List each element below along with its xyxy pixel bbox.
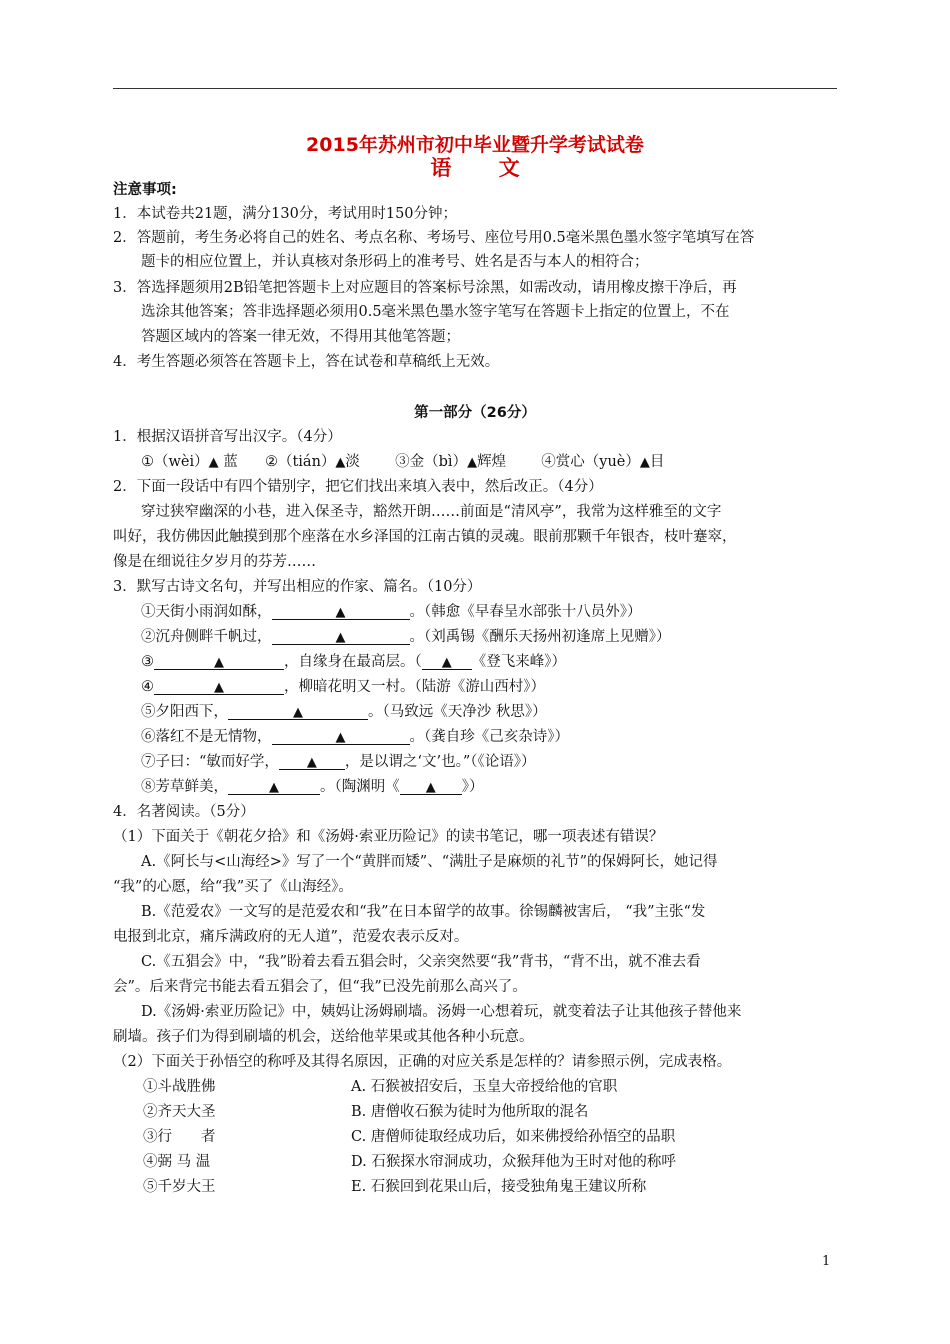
question-3-item-5: ⑤夕阳西下， ▲ 。（马致远《天净沙 秋思》） <box>141 704 547 720</box>
name-item: ①斗战胜佛 <box>143 1079 216 1095</box>
page-number: 1 <box>822 1254 831 1269</box>
question-3-item-6: ⑥落红不是无情物， ▲ 。（龚自珍《己亥杂诗》） <box>141 729 569 745</box>
question-3: 3．默写古诗文名句，并写出相应的作家、篇名。（10分） <box>113 579 482 595</box>
option-a-line-2: “我”的心愿，给“我”买了《山海经》。 <box>113 879 353 895</box>
option-d-line-1: D.《汤姆·索亚历险记》中，姨妈让汤姆刷墙。汤姆一心想着玩，就变着法子让其他孩子替他来 <box>141 1004 742 1020</box>
reason-item: C. 唐僧师徒取经成功后，如来佛授给孙悟空的品职 <box>351 1129 676 1145</box>
reason-item: D. 石猴探水帘洞成功，众猴拜他为王时对他的称呼 <box>351 1154 676 1170</box>
notice-item-3c: 答题区域内的答案一律无效，不得用其他笔答题； <box>141 329 460 345</box>
notice-item-2b: 题卡的相应位置上，并认真核对条形码上的准考号、姓名是否与本人的相符合； <box>141 254 649 270</box>
notice-item-1: 1．本试卷共21题，满分130分，考试用时150分钟； <box>113 206 458 222</box>
reason-item: A. 石猴被招安后，玉皇大帝授给他的官职 <box>351 1079 618 1095</box>
notice-item-2a: 2．答题前，考生务必将自己的姓名、考点名称、考场号、座位号用0.5毫米黑色墨水签字笔填写在答 <box>113 230 755 246</box>
question-4: 4．名著阅读。（5分） <box>113 804 255 820</box>
answer-blank-triangle: ▲ <box>639 455 650 470</box>
question-2-para-2: 叫好，我仿佛因此触摸到那个座落在水乡泽国的江南古镇的灵魂。眼前那颗千年银杏，枝叶蹇窣， <box>113 529 737 545</box>
question-4-part-2: （2）下面关于孙悟空的称呼及其得名原因，正确的对应关系是怎样的？请参照示例，完成表格。 <box>113 1054 732 1070</box>
question-3-item-8: ⑧芳草鲜美， ▲ 。（陶渊明《 ▲ 》） <box>141 779 484 795</box>
question-1: 1．根据汉语拼音写出汉字。（4分） <box>113 429 342 445</box>
question-3-item-1: ①天街小雨润如酥， ▲ 。（韩愈《早春呈水部张十八员外》） <box>141 604 642 620</box>
question-2: 2．下面一段话中有四个错别字，把它们找出来填入表中，然后改正。（4分） <box>113 479 603 495</box>
answer-blank-triangle: ▲ <box>208 455 219 470</box>
question-3-item-2: ②沉舟侧畔千帆过， ▲ 。（刘禹锡《酬乐天扬州初逢席上见赠》） <box>141 629 671 645</box>
header-rule <box>113 88 837 89</box>
question-3-item-4: ④ ▲ ，柳暗花明又一村。（陆游《游山西村》） <box>141 679 545 695</box>
name-item: ④弼 马 温 <box>143 1154 211 1170</box>
question-3-item-7: ⑦子曰：“敏而好学， ▲ ，是以谓之‘文’也。”（《论语》） <box>141 754 536 770</box>
exam-title: 2015年苏州市初中毕业暨升学考试试卷 <box>306 134 644 156</box>
notice-item-3b: 选涂其他答案；答非选择题必须用0.5毫米黑色墨水签字笔写在答题卡上指定的位置上，不在 <box>141 304 730 320</box>
name-item: ③行 者 <box>143 1129 216 1145</box>
question-2-para-3: 像是在细说往夕岁月的芬芳…… <box>113 554 316 570</box>
name-item: ⑤千岁大王 <box>143 1179 216 1195</box>
name-item: ②齐天大圣 <box>143 1104 216 1120</box>
notice-item-4: 4．考生答题必须答在答题卡上，答在试卷和草稿纸上无效。 <box>113 354 500 370</box>
answer-blank-triangle: ▲ <box>467 455 478 470</box>
question-2-para-1: 穿过狭窄幽深的小巷，进入保圣寺，豁然开朗……前面是“清风亭”，我常为这样雅至的文字 <box>141 504 722 520</box>
option-d-line-2: 刷墙。孩子们为得到刷墙的机会，送给他苹果或其他各种小玩意。 <box>113 1029 534 1045</box>
notice-heading: 注意事项: <box>113 182 177 198</box>
notice-item-3a: 3．答选择题须用2B铅笔把答题卡上对应题目的答案标号涂黑，如需改动，请用橡皮擦干净后，再 <box>113 280 737 296</box>
option-c-line-2: 会”。后来背完书能去看五猖会了，但“我”已没先前那么高兴了。 <box>113 979 527 995</box>
option-c-line-1: C.《五猖会》中，“我”盼着去看五猖会时，父亲突然要“我”背书，“背不出，就不准去看 <box>141 954 701 970</box>
question-1-items: ①（wèi）▲ 蓝 ②（tián）▲淡 ③金（bì）▲辉煌 ④赏心（yuè）▲目 <box>141 454 665 470</box>
question-4-part-1: （1）下面关于《朝花夕拾》和《汤姆·索亚历险记》的读书笔记，哪一项表述有错误？ <box>113 829 664 845</box>
option-b-line-1: B.《范爱农》一文写的是范爱农和“我”在日本留学的故事。徐锡麟被害后， “我”主张“发 <box>141 904 706 920</box>
option-b-line-2: 电报到北京，痛斥满政府的无人道”，范爱农表示反对。 <box>113 929 469 945</box>
question-3-item-3: ③ ▲ ，自缘身在最高层。（ ▲ 《登飞来峰》） <box>141 654 566 670</box>
option-a-line-1: A.《阿长与<山海经>》写了一个“黄胖而矮”、“满肚子是麻烦的礼节”的保姆阿长，她记得 <box>141 854 718 870</box>
part1-heading: 第一部分（26分） <box>414 405 536 421</box>
answer-blank-triangle: ▲ <box>335 455 346 470</box>
reason-item: E. 石猴回到花果山后，接受独角鬼王建议所称 <box>351 1179 647 1195</box>
reason-item: B. 唐僧收石猴为徒时为他所取的混名 <box>351 1104 589 1120</box>
subject-title: 语 文 <box>430 156 540 180</box>
